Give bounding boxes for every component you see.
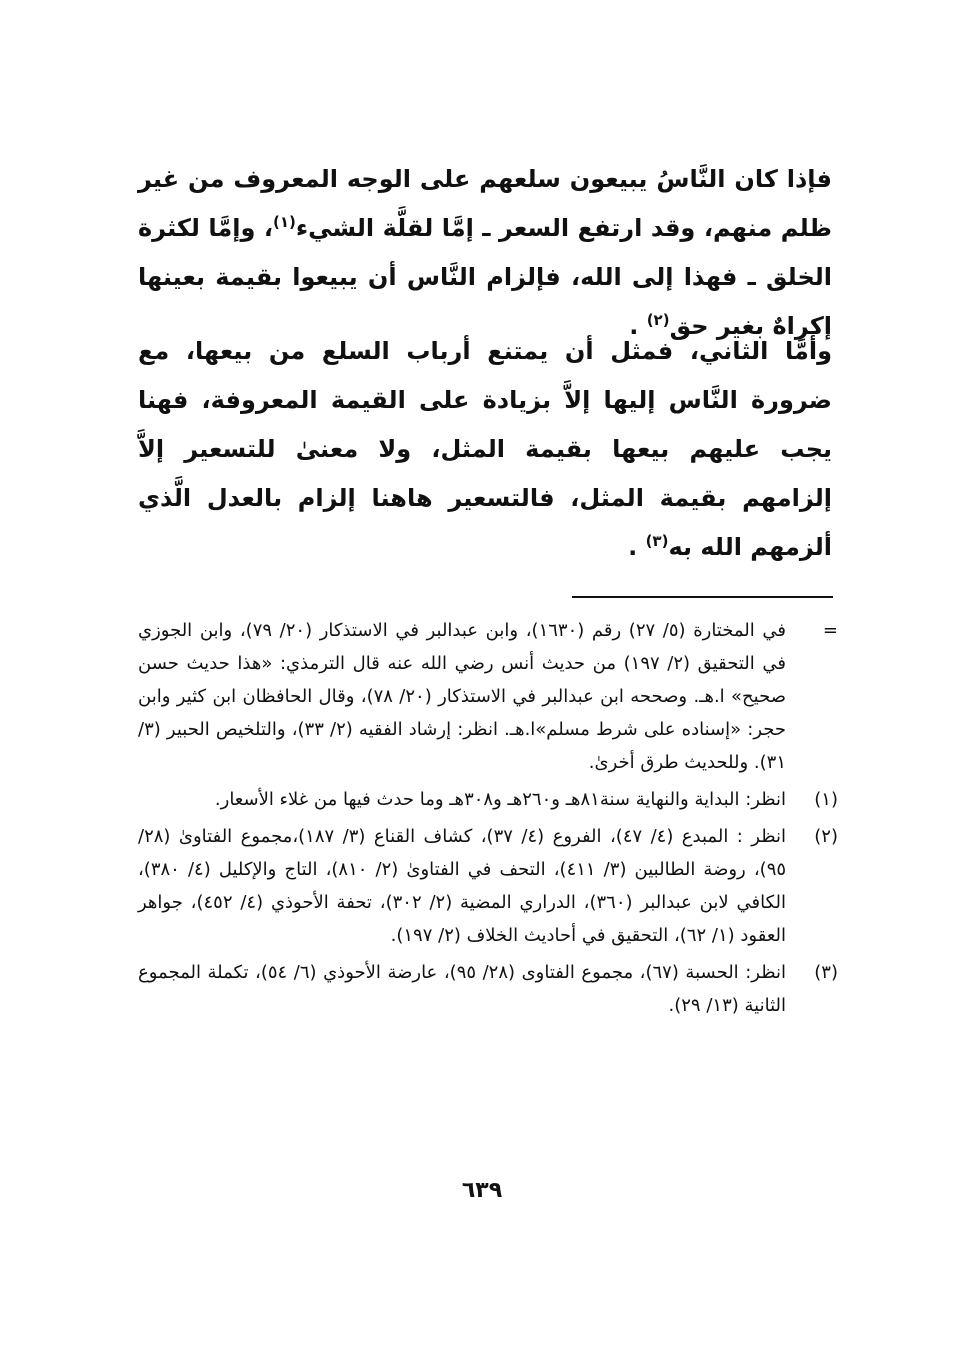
footnotes-section: [138, 614, 852, 1026]
para1-text-b: ، وإمَّا لكثرة الخلق ـ فهذا إلى الله، فإلزام النَّاس أن يبيعوا بقيمة بعينها إكراهٌ بغير حق: [138, 214, 832, 340]
footnote-text: انظر: الحسبة (٦٧)، مجموع الفتاوى (٢٨/ ٩٥)، عارضة الأحوذي (٦/ ٥٤)، تكملة المجموع الثانية (١٣/ ٢٩).: [138, 962, 787, 1016]
para2-text-end: .: [628, 533, 646, 561]
footnote-ref-3: (٣): [645, 532, 669, 550]
footnote-separator: [572, 596, 833, 598]
footnote-ref-1: (١): [273, 213, 296, 231]
page-number: ٦٣٩: [461, 1178, 503, 1203]
footnote-text: في المختارة (٥/ ٢٧) رقم (١٦٣٠)، وابن عبدالبر في الاستذكار (٢٠/ ٧٩)، وابن الجوزي في التحقيق (٢/ ١٩٧) من حديث أنس رضي الله عنه قال الترمذي: «هذا حديث حسن صحيح» ا.هـ. وصححه ابن عبدالبر في الاستذكار (٢٠/ ٧٨)، وقال الحافظان ابن كثير وابن حجر: «إسناده على شرط مسلم»ا.هـ. انظر: إرشاد الفقيه (٢/ ٣٣)، والتلخيص الحبير (٣/ ٣١). وللحديث طرق أخرىٰ.: [138, 620, 786, 773]
footnote-number: (٣): [814, 962, 838, 983]
footnote-2: [138, 820, 852, 952]
body-paragraph-1: [138, 155, 832, 351]
footnote-ref-2: (٢): [646, 311, 670, 329]
footnote-number: (١): [814, 789, 838, 810]
body-paragraph-2: [138, 327, 832, 572]
footnote-continued: [138, 614, 852, 779]
footnote-number: (٢): [814, 826, 838, 847]
footnote-3: [138, 956, 852, 1022]
para1-text-end: .: [629, 312, 647, 340]
para2-text: وأمَّا الثاني، فمثل أن يمتنع أرباب السلع من بيعها، مع ضرورة النَّاس إليها إلاَّ بزيادة على القيمة المعروفة، فهنا يجب عليهم بيعها بقيمة المثل، ولا معنىٰ للتسعير إلاَّ إلزامهم بقيمة المثل، فالتسعير هاهنا إلزام بالعدل الَّذي ألزمهم الله به: [138, 337, 832, 561]
footnote-1: [138, 783, 852, 816]
footnote-text: انظر : المبدع (٤/ ٤٧)، الفروع (٤/ ٣٧)، كشاف القناع (٣/ ١٨٧)،مجموع الفتاوىٰ (٢٨/ ٩٥)، روضة الطالبين (٣/ ٤١١)، التحف في الفتاوىٰ (٢/ ٨١٠)، التاج والإكليل (٤/ ٣٨٠)، الكافي لابن عبدالبر (٣٦٠)، الدراري المضية (٢/ ٣٠٢)، تحفة الأحوذي (٤/ ٤٥٢)، جواهر العقود (١/ ٦٢)، التحقيق في أحاديث الخلاف (٢/ ١٩٧).: [138, 826, 787, 946]
footnote-number: =: [822, 620, 838, 641]
footnote-text: انظر: البداية والنهاية سنة٨١هـ و٢٦٠هـ و٣٠٨هـ وما حدث فيها من غلاء الأسعار.: [214, 789, 786, 810]
para1-text-a: فإذا كان النَّاسُ يبيعون سلعهم على الوجه المعروف من غير ظلم منهم، وقد ارتفع السعر ـ إمَّا لقلَّة الشيء: [138, 165, 832, 242]
